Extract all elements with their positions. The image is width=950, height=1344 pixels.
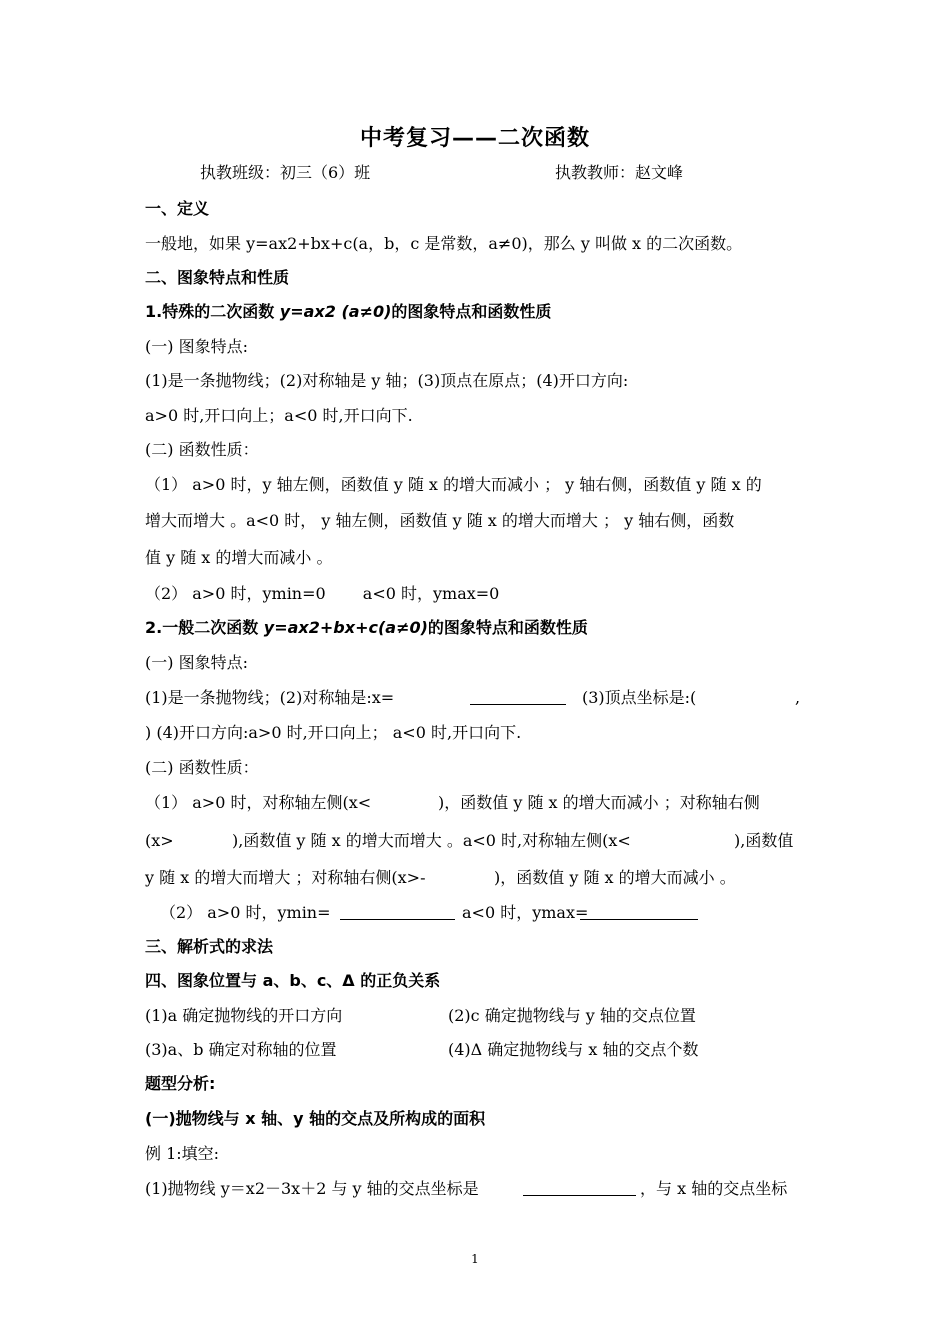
analysis-heading: 题型分析: [145, 1074, 216, 1093]
fill-blank[interactable] [580, 905, 698, 920]
fill-blank[interactable] [470, 690, 566, 705]
relation-item: (3)a、b 确定对称轴的位置 [145, 1040, 337, 1059]
section-4-heading: 四、图象位置与 a、b、c、Δ 的正负关系 [145, 971, 441, 990]
subsection-2-1-heading: 1.特殊的二次函数 y=ax2 (a≠0)的图象特点和函数性质 [145, 302, 552, 321]
paragraph: (二) 函数性质： [145, 440, 259, 459]
paragraph: ) (4)开口方向:a>0 时,开口向上； a<0 时,开口向下. [145, 723, 522, 742]
paragraph-part: )，函数值 y 随 x 的增大而减小 ；对称轴右侧 [438, 793, 760, 812]
fill-blank[interactable] [523, 1181, 636, 1196]
paragraph: 增大而增大 。a<0 时， y 轴左侧，函数值 y 随 x 的增大而增大 ； y 轴右侧，函数 [145, 511, 735, 530]
subsection-2-2-heading: 2.一般二次函数 y=ax2+bx+c(a≠0)的图象特点和函数性质 [145, 618, 588, 637]
paragraph: (1)是一条抛物线；(2)对称轴是 y 轴；(3)顶点在原点；(4)开口方向: [145, 371, 629, 390]
relation-item: (1)a 确定抛物线的开口方向 [145, 1006, 343, 1025]
paragraph-part: ),函数值 y 随 x 的增大而增大 。a<0 时,对称轴左侧(x< [232, 831, 631, 850]
paragraph: （2） a>0 时，ymin=0 a<0 时，ymax=0 [145, 584, 500, 603]
section-3-heading: 三、解析式的求法 [145, 937, 274, 956]
paragraph: (二) 函数性质： [145, 758, 259, 777]
example-label: 例 1:填空: [145, 1144, 220, 1163]
section-1-heading: 一、定义 [145, 199, 210, 218]
paragraph-part: ),函数值 [734, 831, 794, 850]
paragraph: (一) 图象特点: [145, 653, 248, 672]
subsection-heading: (一)抛物线与 x 轴、y 轴的交点及所构成的面积 [145, 1109, 486, 1128]
paragraph-part: a<0 时，ymax= [462, 903, 589, 922]
page-number: 1 [471, 1252, 479, 1266]
paragraph-part: （2） a>0 时，ymin= [160, 903, 331, 922]
class-info: 执教班级：初三（6）班 [200, 163, 371, 182]
section-2-heading: 二、图象特点和性质 [145, 268, 290, 287]
paragraph: (一) 图象特点: [145, 337, 248, 356]
teacher-info: 执教教师：赵文峰 [555, 163, 684, 182]
relation-item: (4)Δ 确定抛物线与 x 轴的交点个数 [448, 1040, 699, 1059]
relation-item: (2)c 确定抛物线与 y 轴的交点位置 [448, 1006, 696, 1025]
paragraph-part: （1） a>0 时，对称轴左侧(x< [145, 793, 372, 812]
example-question: ，与 x 轴的交点坐标 [640, 1179, 788, 1198]
paragraph-part: )，函数值 y 随 x 的增大而减小 。 [494, 868, 736, 887]
paragraph: （1） a>0 时，y 轴左侧，函数值 y 随 x 的增大而减小 ； y 轴右侧，函数值 y 随 x 的 [145, 475, 762, 494]
example-question: (1)抛物线 y＝x2－3x＋2 与 y 轴的交点坐标是 [145, 1179, 479, 1198]
paragraph-vertex: (3)顶点坐标是:( [582, 688, 697, 707]
paragraph: a>0 时,开口向上；a<0 时,开口向下. [145, 406, 413, 425]
paragraph-axis: (1)是一条抛物线；(2)对称轴是:x= [145, 688, 395, 707]
page-title: 中考复习——二次函数 [359, 126, 590, 151]
paragraph-part: (x> [145, 831, 174, 850]
paragraph: 值 y 随 x 的增大而减小 。 [145, 548, 333, 567]
paragraph-part: y 随 x 的增大而增大 ；对称轴右侧(x>- [145, 868, 426, 887]
definition-text: 一般地，如果 y=ax2+bx+c(a，b，c 是常数，a≠0)，那么 y 叫做 x 的二次函数。 [145, 234, 743, 253]
comma: , [795, 688, 801, 707]
fill-blank[interactable] [340, 905, 455, 920]
